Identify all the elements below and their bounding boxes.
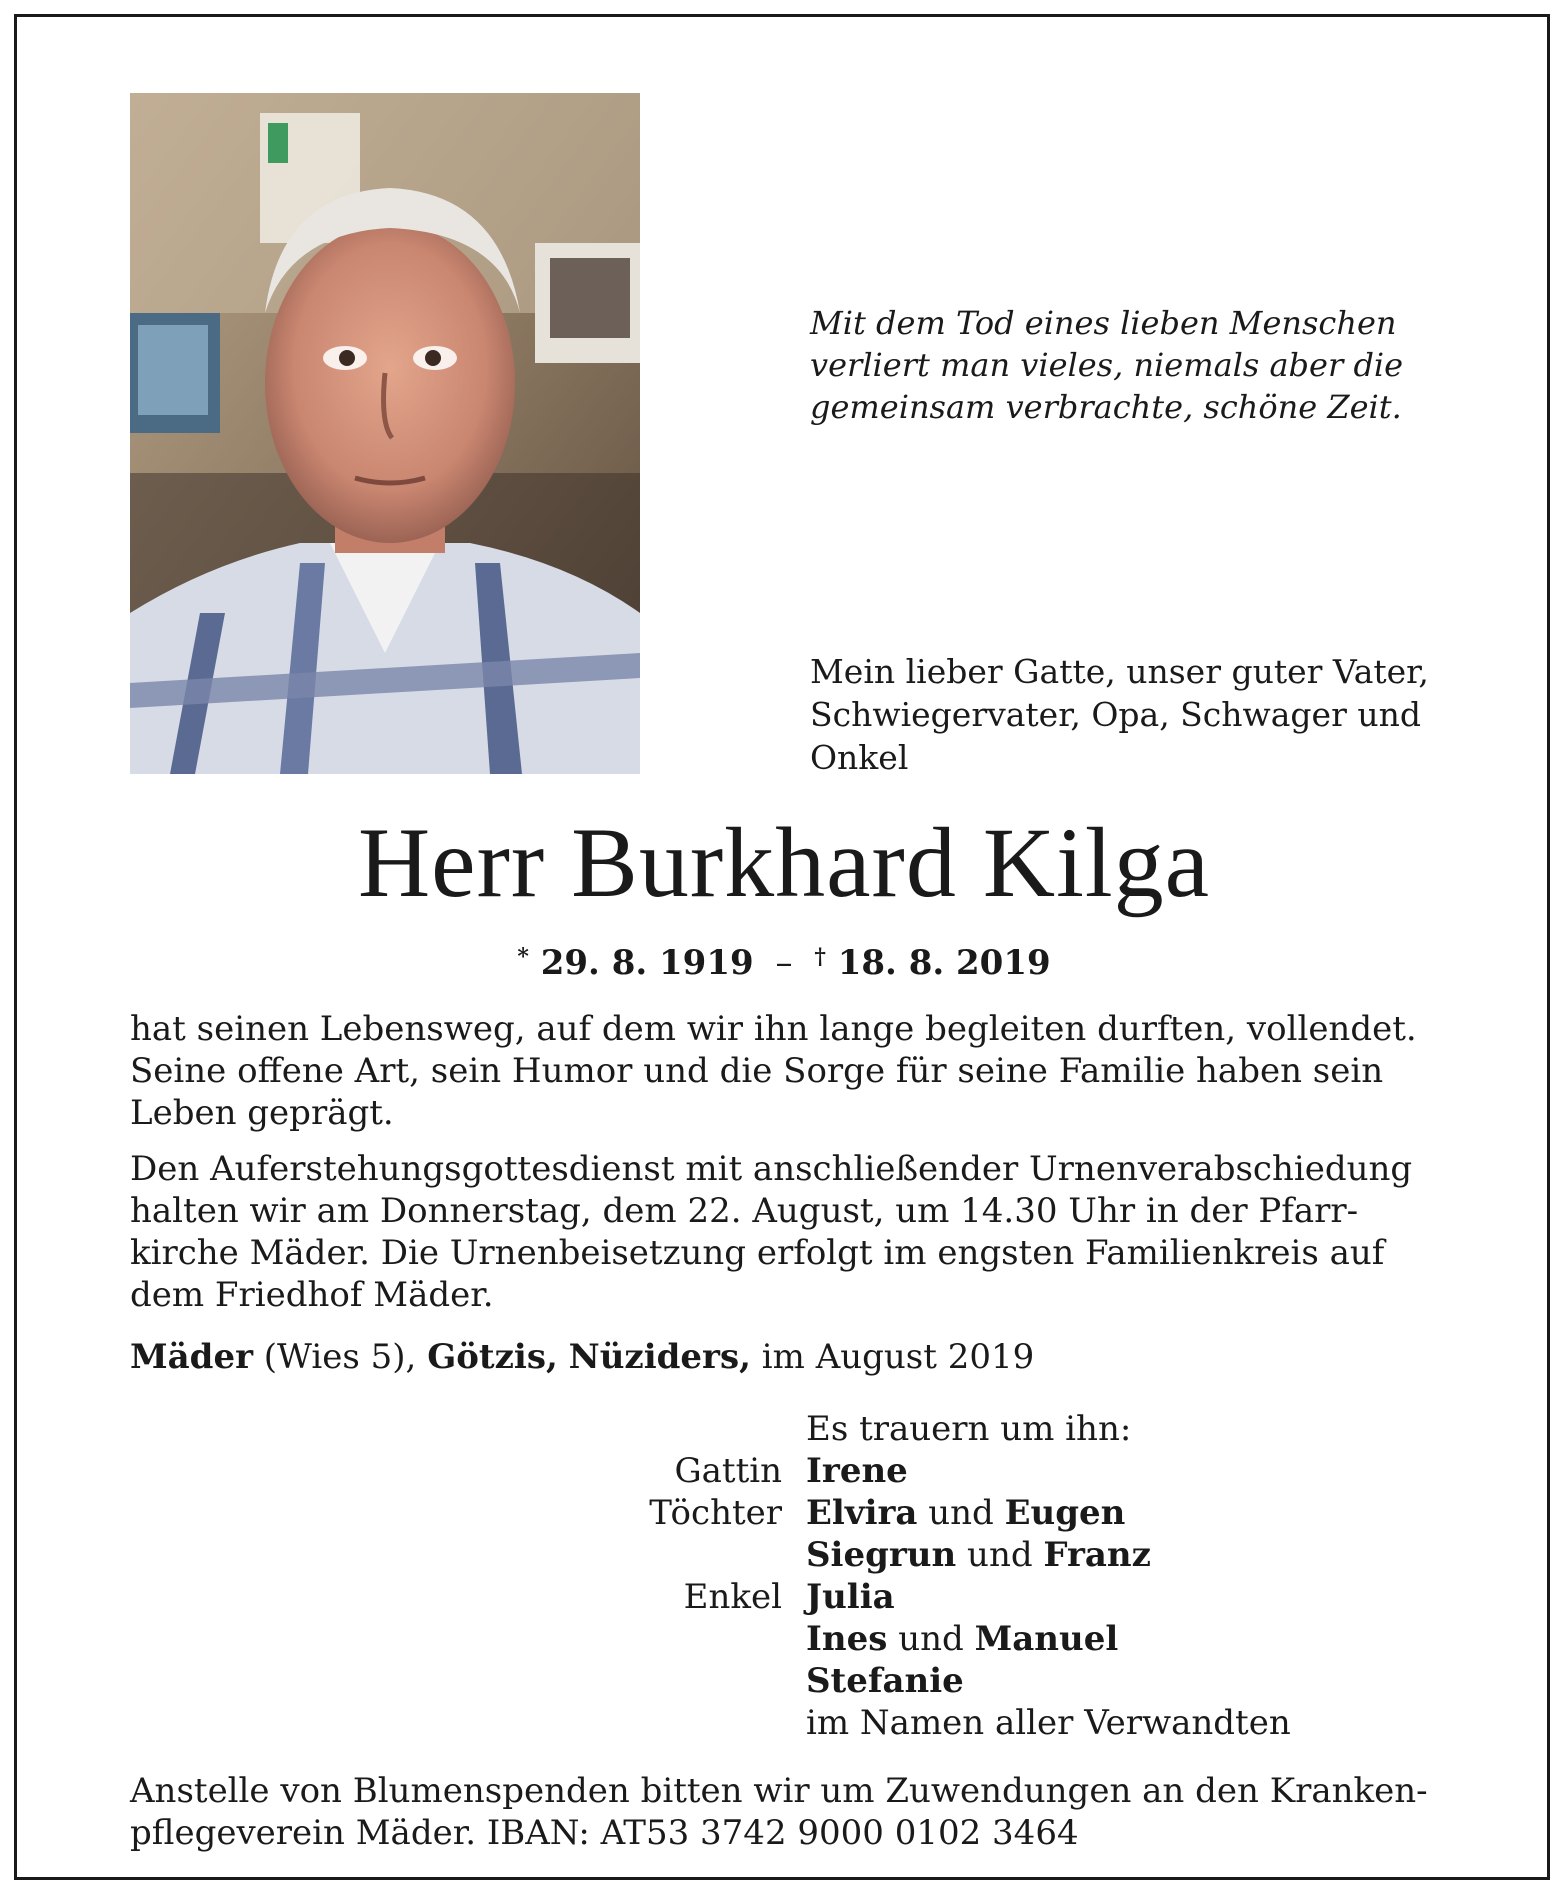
service-paragraph: Den Auferstehungsgottesdienst mit anschließender Urnenverabschiedung halten wir am Donnerstag, dem 22. August, um 14.30 Uhr in der Pfarr- kirche Mäder. Die Urnenbeisetzung erfolgt im engsten Familienkreis auf dem Friedhof Mäder. <box>130 1149 1413 1315</box>
mourner-name: Manuel <box>974 1619 1119 1659</box>
mourner-name: Julia <box>806 1577 895 1617</box>
memorial-quote: Mit dem Tod eines lieben Menschen verliert man vieles, niemals aber die gemeinsam verbrachte, schöne Zeit. <box>810 304 1404 426</box>
place-and-date <box>130 1336 1438 1378</box>
mourner-name: Elvira <box>806 1493 918 1533</box>
life-paragraph: hat seinen Lebensweg, auf dem wir ihn lange begleiten durften, vollendet. Seine offene Art, sein Humor und die Sorge für seine Familie haben sein Leben geprägt. <box>130 1009 1417 1133</box>
deceased-name: Herr Burkhard Kilga <box>357 807 1211 918</box>
town-goetzis: Götzis, <box>427 1337 558 1377</box>
mourner-name: Franz <box>1043 1535 1151 1575</box>
notice-date: im August 2019 <box>761 1337 1035 1377</box>
portrait-photo <box>130 93 640 774</box>
town-maeder: Mäder <box>130 1337 253 1377</box>
gattin-label: Gattin <box>674 1451 782 1491</box>
life-dates <box>0 935 1568 985</box>
mourners-heading: Es trauern um ihn: <box>806 1409 1132 1449</box>
birth-symbol: * <box>517 944 529 970</box>
and-word: und <box>967 1535 1033 1575</box>
toechter-label: Töchter <box>649 1493 782 1533</box>
donation-note: Anstelle von Blumenspenden bitten wir um Zuwendungen an den Kranken- pflegeverein Mäder. IBAN: AT53 3742 9000 0102 3464 <box>130 1771 1428 1853</box>
mourner-name: Stefanie <box>806 1661 964 1701</box>
birth-date: 29. 8. 1919 <box>540 943 754 983</box>
gattin-name: Irene <box>806 1451 908 1491</box>
mourner-name: Eugen <box>1004 1493 1126 1533</box>
and-word: und <box>898 1619 964 1659</box>
mourners-list <box>560 1408 1460 1744</box>
address: (Wies 5), <box>263 1337 417 1377</box>
enkel-label: Enkel <box>683 1577 782 1617</box>
mourners-closing: im Namen aller Verwandten <box>806 1703 1291 1743</box>
and-word: und <box>928 1493 994 1533</box>
death-symbol: † <box>814 944 826 970</box>
mourner-name: Ines <box>806 1619 888 1659</box>
town-nueziders: Nüziders, <box>568 1337 751 1377</box>
intro-text: Mein lieber Gatte, unser guter Vater, Schwiegervater, Opa, Schwager und Onkel <box>810 652 1429 777</box>
death-date: 18. 8. 2019 <box>837 943 1051 983</box>
date-separator: – <box>775 943 793 983</box>
mourner-name: Siegrun <box>806 1535 957 1575</box>
